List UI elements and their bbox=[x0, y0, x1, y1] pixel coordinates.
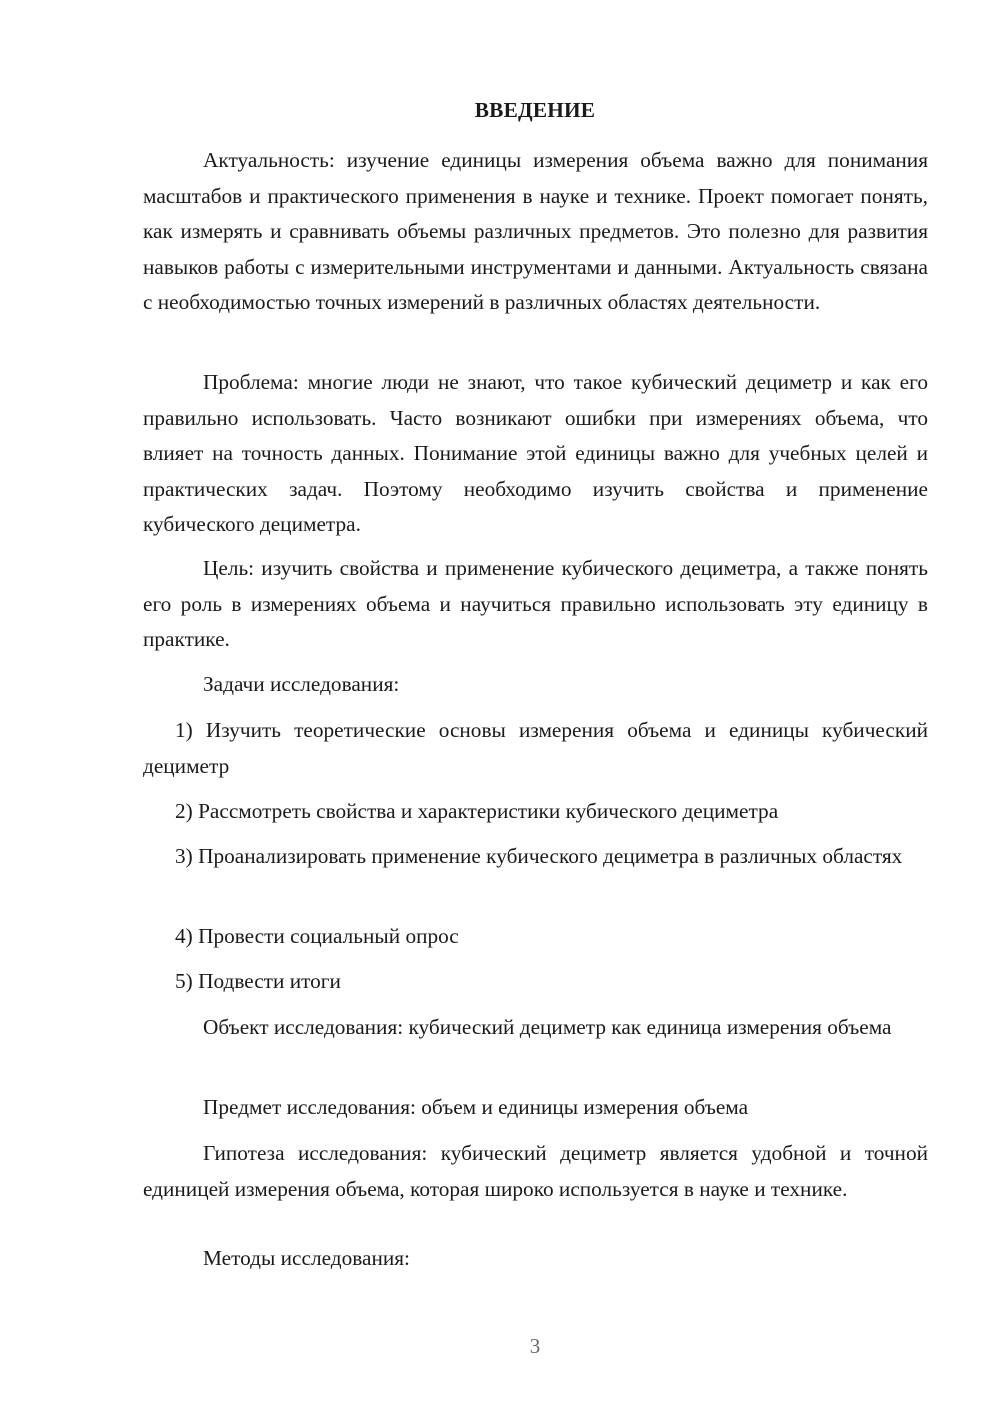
paragraph-object: Объект исследования: кубический дециметр как единица измерения объема bbox=[203, 1015, 892, 1039]
page-number: 3 bbox=[529, 1334, 541, 1358]
task-item-4: 4) Провести социальный опрос bbox=[175, 924, 459, 948]
paragraph-hypothesis: Гипотеза исследования: кубический дециметр является удобной и точной единицей измерения объема, которая широко используется в науке и технике. bbox=[143, 1141, 928, 1201]
paragraph-subject: Предмет исследования: объем и единицы измерения объема bbox=[203, 1095, 749, 1119]
task-item-2: 2) Рассмотреть свойства и характеристики кубического дециметра bbox=[175, 799, 779, 823]
section-title: ВВЕДЕНИЕ bbox=[474, 98, 596, 122]
task-item-5: 5) Подвести итоги bbox=[175, 969, 341, 993]
task-item-3: 3) Проанализировать применение кубического дециметра в различных областях bbox=[175, 844, 903, 868]
tasks-heading: Задачи исследования: bbox=[203, 672, 400, 696]
methods-heading: Методы исследования: bbox=[203, 1246, 410, 1270]
paragraph-relevance: Актуальность: изучение единицы измерения объема важно для понимания масштабов и практического применения в науке и технике. Проект помогает понять, как измерять и сравнивать объемы различных предметов. Это полезно для развития навыков работы с измерительными инструментами и данными. Актуальность связана с необходимостью точных измерений в различных областях деятельности. bbox=[143, 148, 928, 314]
paragraph-goal: Цель: изучить свойства и применение кубического дециметра, а также понять его роль в измерениях объема и научиться правильно использовать эту единицу в практике. bbox=[143, 556, 928, 651]
paragraph-problem: Проблема: многие люди не знают, что такое кубический дециметр и как его правильно использовать. Часто возникают ошибки при измерениях объема, что влияет на точность данных. Понимание этой единицы важно для учебных целей и практических задач. Поэтому необходимо изучить свойства и применение кубического дециметра. bbox=[143, 370, 928, 536]
task-item-1: 1) Изучить теоретические основы измерения объема и единицы кубический дециметр bbox=[143, 718, 928, 778]
